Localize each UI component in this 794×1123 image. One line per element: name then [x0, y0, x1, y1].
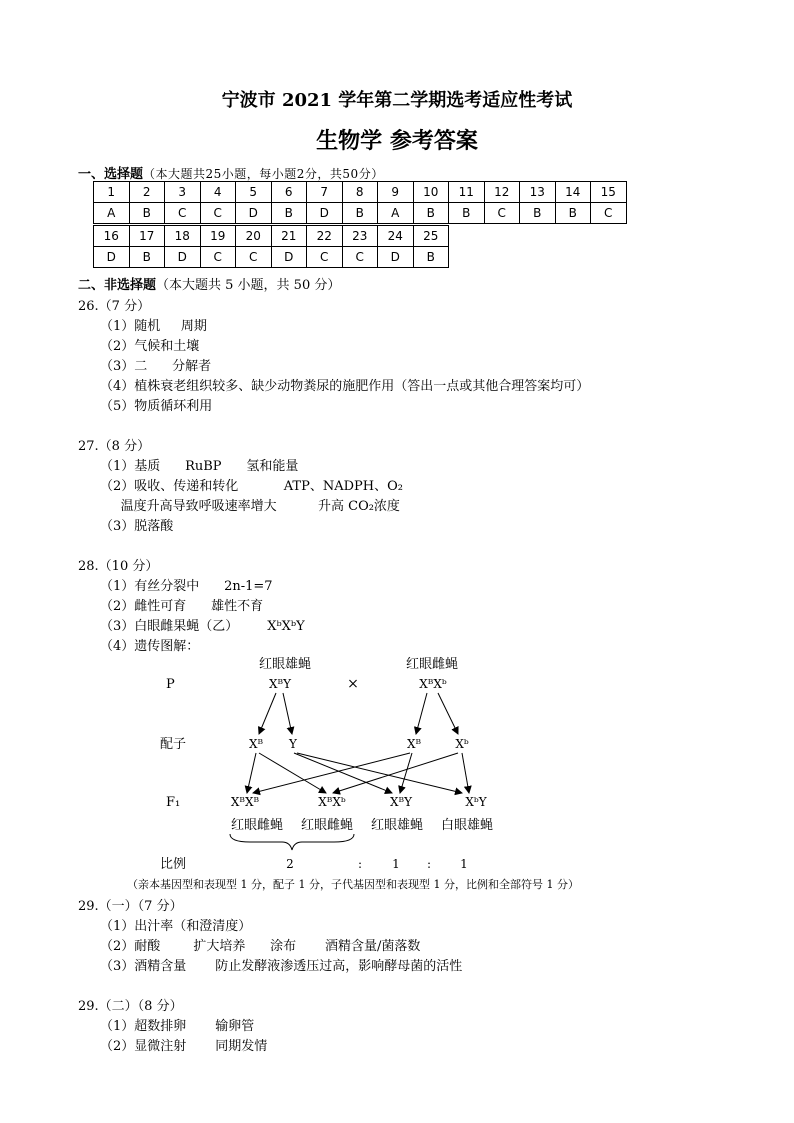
q28-answer-2: （2）雌性可育 雄性不育 — [100, 599, 264, 614]
offspring-phenotype-4: 白眼雄蝇 — [440, 818, 494, 833]
q26-answer-2: （2）气候和土壤 — [100, 339, 200, 354]
table-cell: 13 — [520, 182, 556, 203]
q29b-heading: 29.（二）（8 分） — [78, 999, 183, 1014]
arrow — [297, 753, 462, 793]
fertilization-arrows — [247, 753, 469, 793]
table-cell: 8 — [342, 182, 378, 203]
arrow — [400, 753, 412, 793]
table-cell: 11 — [449, 182, 485, 203]
q29b-answer-2: （2）显微注射 同期发情 — [100, 1039, 268, 1054]
q26-answer-3: （3）二 分解者 — [100, 359, 212, 374]
arrow — [294, 753, 392, 793]
table-cell: 2 — [129, 182, 165, 203]
ratio-value-2: 1 — [392, 857, 400, 871]
table-row-answers — [94, 203, 627, 224]
section-1-note: （本大题共25小题，每小题2分，共50分） — [143, 167, 384, 181]
table-cell: B — [129, 247, 165, 268]
q26-heading: 26.（7 分） — [78, 299, 151, 314]
table-cell: C — [165, 203, 201, 224]
table-cell: 7 — [307, 182, 343, 203]
section-1-heading — [78, 163, 384, 182]
table-cell: C — [307, 247, 343, 268]
gamete-female-xbr: Xᵇ — [455, 737, 469, 751]
q27-answer-2: （2）吸收、传递和转化 ATP、NADPH、O₂ — [100, 479, 403, 494]
q29b-answer-1: （1）超数排卵 输卵管 — [100, 1019, 255, 1034]
arrow — [283, 693, 292, 734]
scoring-note: （亲本基因型和表现型 1 分，配子 1 分，子代基因型和表现型 1 分，比例和全部符号 1 分） — [127, 878, 579, 891]
q29a-heading: 29.（一）（7 分） — [78, 899, 183, 914]
q28-answer-4: （4）遗传图解： — [100, 639, 200, 654]
table-cell: B — [129, 203, 165, 224]
f1-label: F₁ — [166, 795, 181, 810]
table-row-numbers — [94, 182, 627, 203]
arrow — [259, 753, 326, 793]
ratio-colon-1: : — [357, 857, 363, 871]
table-cell: 4 — [200, 182, 236, 203]
table-cell: 17 — [129, 226, 165, 247]
ratio-label: 比例 — [160, 857, 187, 872]
offspring-genotype-1: XᴮXᴮ — [230, 795, 260, 809]
table-cell: D — [165, 247, 201, 268]
gamete-label: 配子 — [160, 737, 187, 752]
q27-heading: 27.（8 分） — [78, 439, 151, 454]
table-cell: B — [413, 203, 449, 224]
gamete-male-y: Y — [289, 737, 297, 751]
table-cell: C — [484, 203, 520, 224]
table-cell: 24 — [378, 226, 414, 247]
q27-answer-3: （3）脱落酸 — [100, 519, 174, 534]
offspring-phenotype-3: 红眼雄蝇 — [370, 818, 424, 833]
section-2-note: （本大题共 5 小题，共 50 分） — [156, 278, 341, 293]
table-cell: D — [236, 203, 272, 224]
q29a-answer-2: （2）耐酸 扩大培养 涂布 酒精含量/菌落数 — [100, 939, 421, 954]
table-cell: 23 — [342, 226, 378, 247]
table-cell: 25 — [413, 226, 449, 247]
table-cell: B — [555, 203, 591, 224]
arrow — [462, 753, 469, 793]
table-cell: 6 — [271, 182, 307, 203]
table-row-numbers — [94, 226, 449, 247]
table-cell: D — [271, 247, 307, 268]
male-parent-phenotype: 红眼雄蝇 — [258, 657, 312, 672]
table-cell: A — [378, 203, 414, 224]
q29a-answer-1: （1）出汁率（和澄清度） — [100, 919, 252, 934]
table-cell: 1 — [94, 182, 130, 203]
answer-key-title: 生物学 参考答案 — [316, 128, 478, 154]
table-cell: 16 — [94, 226, 130, 247]
q27-answer-1: （1）基质 RuBP 氢和能量 — [100, 459, 299, 474]
table-cell: 5 — [236, 182, 272, 203]
table-cell: B — [413, 247, 449, 268]
table-cell: C — [342, 247, 378, 268]
table-cell: D — [378, 247, 414, 268]
table-cell: A — [94, 203, 130, 224]
table-cell: B — [449, 203, 485, 224]
meiosis-arrows — [259, 693, 458, 734]
ratio-value-1: 2 — [286, 857, 294, 871]
table-cell: 20 — [236, 226, 272, 247]
offspring-genotype-2: XᴮXᵇ — [318, 795, 346, 809]
q28-answer-1: （1）有丝分裂中 2n-1=7 — [100, 579, 273, 594]
table-cell: D — [94, 247, 130, 268]
q26-answer-5: （5）物质循环利用 — [100, 399, 213, 414]
male-parent-genotype: XᴮY — [268, 677, 292, 691]
grouping-brace — [230, 834, 354, 850]
table-cell: B — [520, 203, 556, 224]
table-cell: 12 — [484, 182, 520, 203]
table-cell: C — [200, 247, 236, 268]
offspring-phenotype-1: 红眼雌蝇 — [230, 818, 284, 833]
arrow — [247, 753, 256, 793]
ratio-value-3: 1 — [460, 857, 468, 871]
genetic-cross-diagram — [0, 650, 794, 895]
exam-title: 宁波市 2021 学年第二学期选考适应性考试 — [221, 90, 573, 111]
female-parent-phenotype: 红眼雌蝇 — [405, 657, 459, 672]
cross-symbol: × — [347, 676, 359, 692]
table-cell: D — [307, 203, 343, 224]
table-cell: 10 — [413, 182, 449, 203]
q28-heading: 28.（10 分） — [78, 559, 159, 574]
female-parent-genotype: XᴮXᵇ — [419, 677, 447, 691]
table-cell: 3 — [165, 182, 201, 203]
q29a-answer-3: （3）酒精含量 防止发酵液渗透压过高，影响酵母菌的活性 — [100, 959, 463, 974]
table-cell: 22 — [307, 226, 343, 247]
gamete-male-xb: Xᴮ — [248, 737, 264, 751]
q26-answer-1: （1）随机 周期 — [100, 319, 207, 334]
q27-answer-2-cont: 温度升高导致呼吸速率增大 升高 CO₂浓度 — [100, 499, 400, 514]
p-label: P — [166, 677, 175, 692]
offspring-phenotype-2: 红眼雌蝇 — [300, 818, 354, 833]
table-cell: B — [342, 203, 378, 224]
answer-table-2 — [93, 225, 449, 268]
table-cell: B — [271, 203, 307, 224]
arrow — [259, 693, 276, 734]
table-cell: C — [591, 203, 627, 224]
arrow — [416, 693, 427, 734]
table-cell: 9 — [378, 182, 414, 203]
table-cell: 14 — [555, 182, 591, 203]
q26-answer-4: （4）植株衰老组织较多、缺少动物粪尿的施肥作用（答出一点或其他合理答案均可） — [100, 379, 590, 394]
gamete-female-xb: Xᴮ — [406, 737, 422, 751]
table-row-answers — [94, 247, 449, 268]
table-cell: 19 — [200, 226, 236, 247]
table-cell: C — [200, 203, 236, 224]
section-2-label: 二、非选择题 — [78, 278, 157, 293]
section-1-label: 一、选择题 — [78, 167, 144, 182]
table-cell: 18 — [165, 226, 201, 247]
arrow — [253, 753, 410, 793]
arrow — [438, 693, 458, 734]
offspring-genotype-4: XᵇY — [465, 795, 487, 809]
q28-answer-3: （3）白眼雌果蝇（乙） XᵇXᵇY — [100, 619, 305, 634]
offspring-genotype-3: XᴮY — [389, 795, 413, 809]
answer-table-1 — [93, 181, 627, 224]
table-cell: 15 — [591, 182, 627, 203]
ratio-colon-2: : — [426, 857, 432, 871]
table-cell: C — [236, 247, 272, 268]
section-2-heading — [78, 274, 340, 293]
table-cell: 21 — [271, 226, 307, 247]
